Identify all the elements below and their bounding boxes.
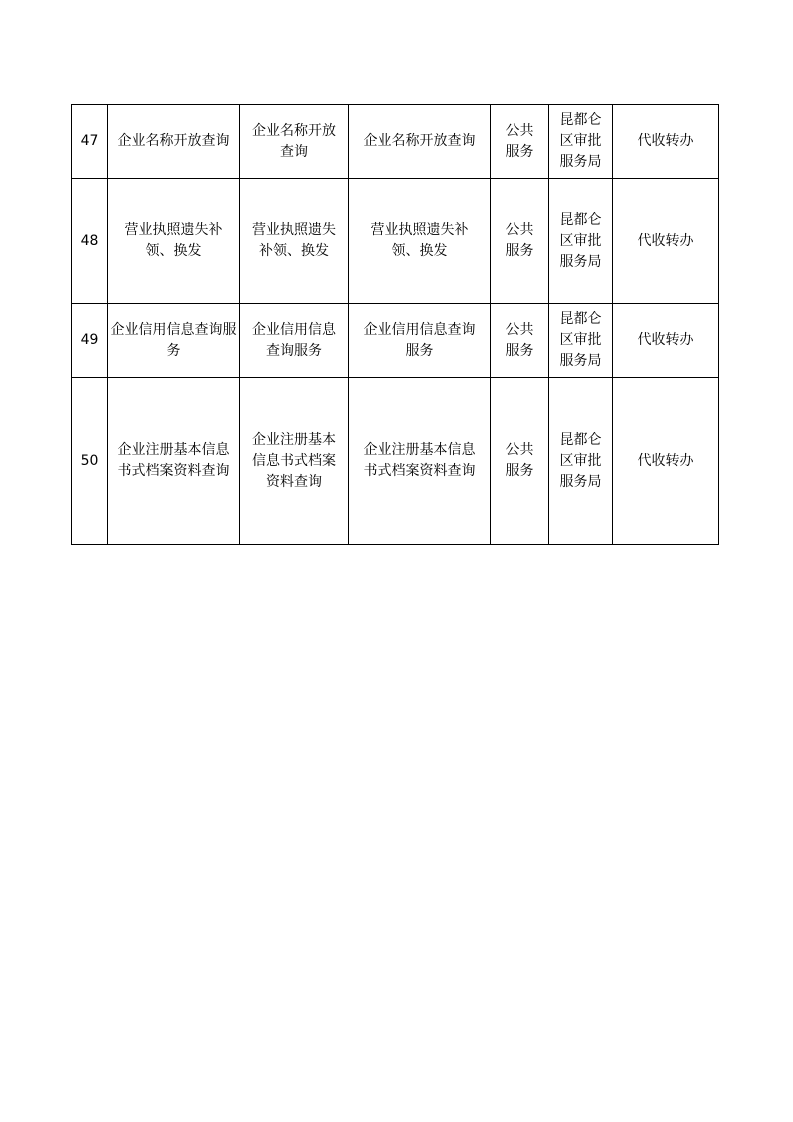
sub-item-name: 企业注册基本信息书式档案资料查询 (240, 378, 349, 545)
table-row (72, 105, 719, 179)
department: 昆都仑区审批服务局 (549, 179, 613, 304)
service-items-table (71, 104, 719, 545)
sub-item-name: 营业执照遗失补领、换发 (240, 179, 349, 304)
category: 公共服务 (491, 304, 549, 378)
business-item: 企业名称开放查询 (349, 105, 491, 179)
category: 公共服务 (491, 105, 549, 179)
business-item: 企业信用信息查询服务 (349, 304, 491, 378)
handling-mode: 代收转办 (613, 378, 719, 545)
row-number: 50 (72, 378, 108, 545)
handling-mode: 代收转办 (613, 304, 719, 378)
row-number: 49 (72, 304, 108, 378)
item-name: 企业注册基本信息书式档案资料查询 (108, 378, 240, 545)
sub-item-name: 企业信用信息查询服务 (240, 304, 349, 378)
category: 公共服务 (491, 179, 549, 304)
handling-mode: 代收转办 (613, 105, 719, 179)
row-number: 48 (72, 179, 108, 304)
table-row (72, 179, 719, 304)
department: 昆都仑区审批服务局 (549, 105, 613, 179)
item-name: 营业执照遗失补领、换发 (108, 179, 240, 304)
business-item: 企业注册基本信息书式档案资料查询 (349, 378, 491, 545)
item-name: 企业信用信息查询服务 (108, 304, 240, 378)
department: 昆都仑区审批服务局 (549, 378, 613, 545)
table-row (72, 304, 719, 378)
row-number: 47 (72, 105, 108, 179)
table-row (72, 378, 719, 545)
item-name: 企业名称开放查询 (108, 105, 240, 179)
category: 公共服务 (491, 378, 549, 545)
handling-mode: 代收转办 (613, 179, 719, 304)
business-item: 营业执照遗失补领、换发 (349, 179, 491, 304)
department: 昆都仑区审批服务局 (549, 304, 613, 378)
sub-item-name: 企业名称开放查询 (240, 105, 349, 179)
